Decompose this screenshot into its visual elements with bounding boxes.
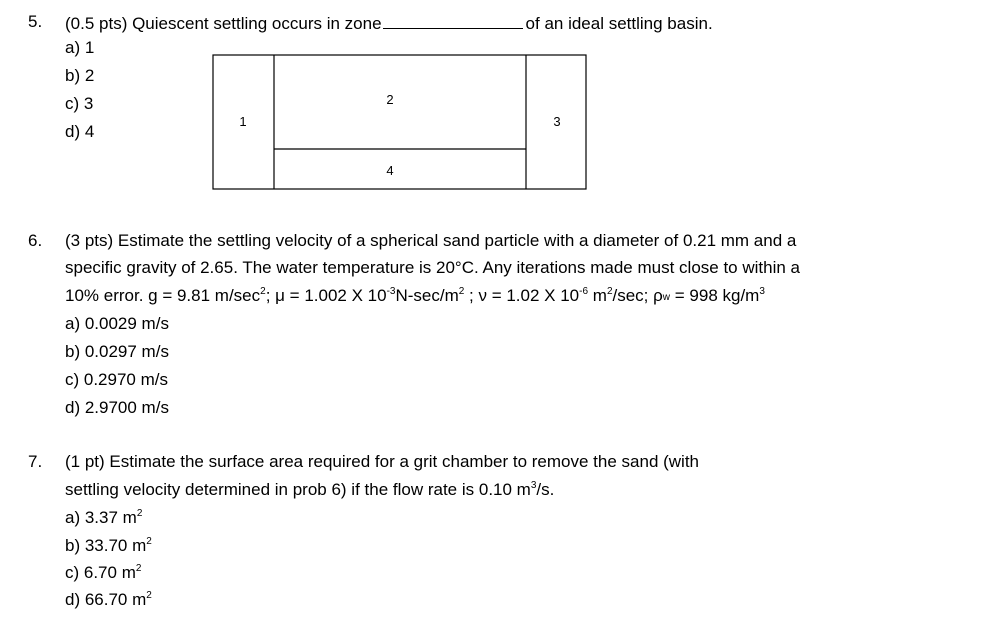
q6-density-subscript: w — [662, 292, 671, 303]
q7-option-b-exp: 2 — [146, 536, 152, 547]
q7-option-b-text: b) 33.70 m — [65, 536, 147, 555]
q7-number: 7. — [28, 452, 43, 471]
q5-number: 5. — [28, 12, 43, 31]
q6-density-exp: 3 — [759, 286, 765, 297]
q6-density-symbol: /sec; ρ — [612, 286, 663, 305]
q6-kinematic-unit-exp: 2 — [606, 286, 613, 297]
q5-option-b: b) 2 — [65, 66, 95, 85]
q7-option-d — [65, 590, 152, 610]
q7-option-c — [65, 563, 141, 583]
q6-option-a: a) 0.0029 m/s — [65, 314, 169, 333]
zone-4-label: 4 — [386, 163, 394, 178]
zone-1-label: 1 — [239, 114, 247, 129]
q6-viscosity-unit-exp: 2 — [458, 286, 465, 297]
q6-kinematic-exp: -6 — [579, 286, 589, 297]
q5-option-d: d) 4 — [65, 122, 95, 141]
q7-option-c-text: c) 6.70 m — [65, 563, 136, 582]
q5-option-c: c) 3 — [65, 94, 94, 113]
basin-outline — [213, 55, 586, 189]
q6-viscosity-unit: N-sec/m — [395, 286, 459, 305]
q7-flow-rate: settling velocity determined in prob 6) if the flow rate is 0.10 m — [65, 480, 531, 499]
q6-viscosity: ; μ = 1.002 X 10 — [265, 286, 387, 305]
q7-option-a-exp: 2 — [136, 508, 143, 519]
q6-line-2: specific gravity of 2.65. The water temperature is 20°C. Any iterations made must close to within a — [65, 258, 800, 277]
q6-option-b: b) 0.0297 m/s — [65, 342, 169, 361]
q5-suffix: of an ideal settling basin. — [525, 14, 713, 33]
q7-option-d-exp: 2 — [146, 590, 152, 601]
q6-option-d: d) 2.9700 m/s — [65, 398, 169, 417]
q7-flow-rate-unit: /s. — [536, 480, 555, 499]
q7-option-b — [65, 536, 152, 556]
q6-line-1: (3 pts) Estimate the settling velocity of a spherical sand particle with a diameter of 0.21 mm and a — [65, 231, 797, 250]
q6-gravity: 10% error. g = 9.81 m/sec — [65, 286, 261, 305]
q6-option-c: c) 0.2970 m/s — [65, 370, 168, 389]
zone-3-label: 3 — [553, 114, 561, 129]
q6-number: 6. — [28, 231, 43, 250]
q6-gravity-exp: 2 — [260, 286, 266, 297]
q5-prefix: (0.5 pts) Quiescent settling occurs in zone — [65, 14, 382, 33]
q6-density: = 998 kg/m — [670, 286, 760, 305]
q6-kinematic-unit: m — [588, 286, 607, 305]
q7-option-d-text: d) 66.70 m — [65, 590, 147, 609]
q6-line-3 — [65, 286, 765, 306]
q7-line-1: (1 pt) Estimate the surface area required for a grit chamber to remove the sand (with — [65, 452, 700, 471]
q6-kinematic-viscosity: ; ν = 1.02 X 10 — [464, 286, 580, 305]
q7-option-a-text: a) 3.37 m — [65, 508, 137, 527]
q7-flow-rate-exp: 3 — [530, 480, 537, 491]
q5-option-a: a) 1 — [65, 38, 95, 57]
q7-option-c-exp: 2 — [135, 563, 142, 574]
q6-viscosity-exp: -3 — [386, 286, 396, 297]
zone-2-label: 2 — [386, 92, 394, 107]
q7-line-2 — [65, 480, 554, 500]
q7-option-a — [65, 508, 142, 528]
